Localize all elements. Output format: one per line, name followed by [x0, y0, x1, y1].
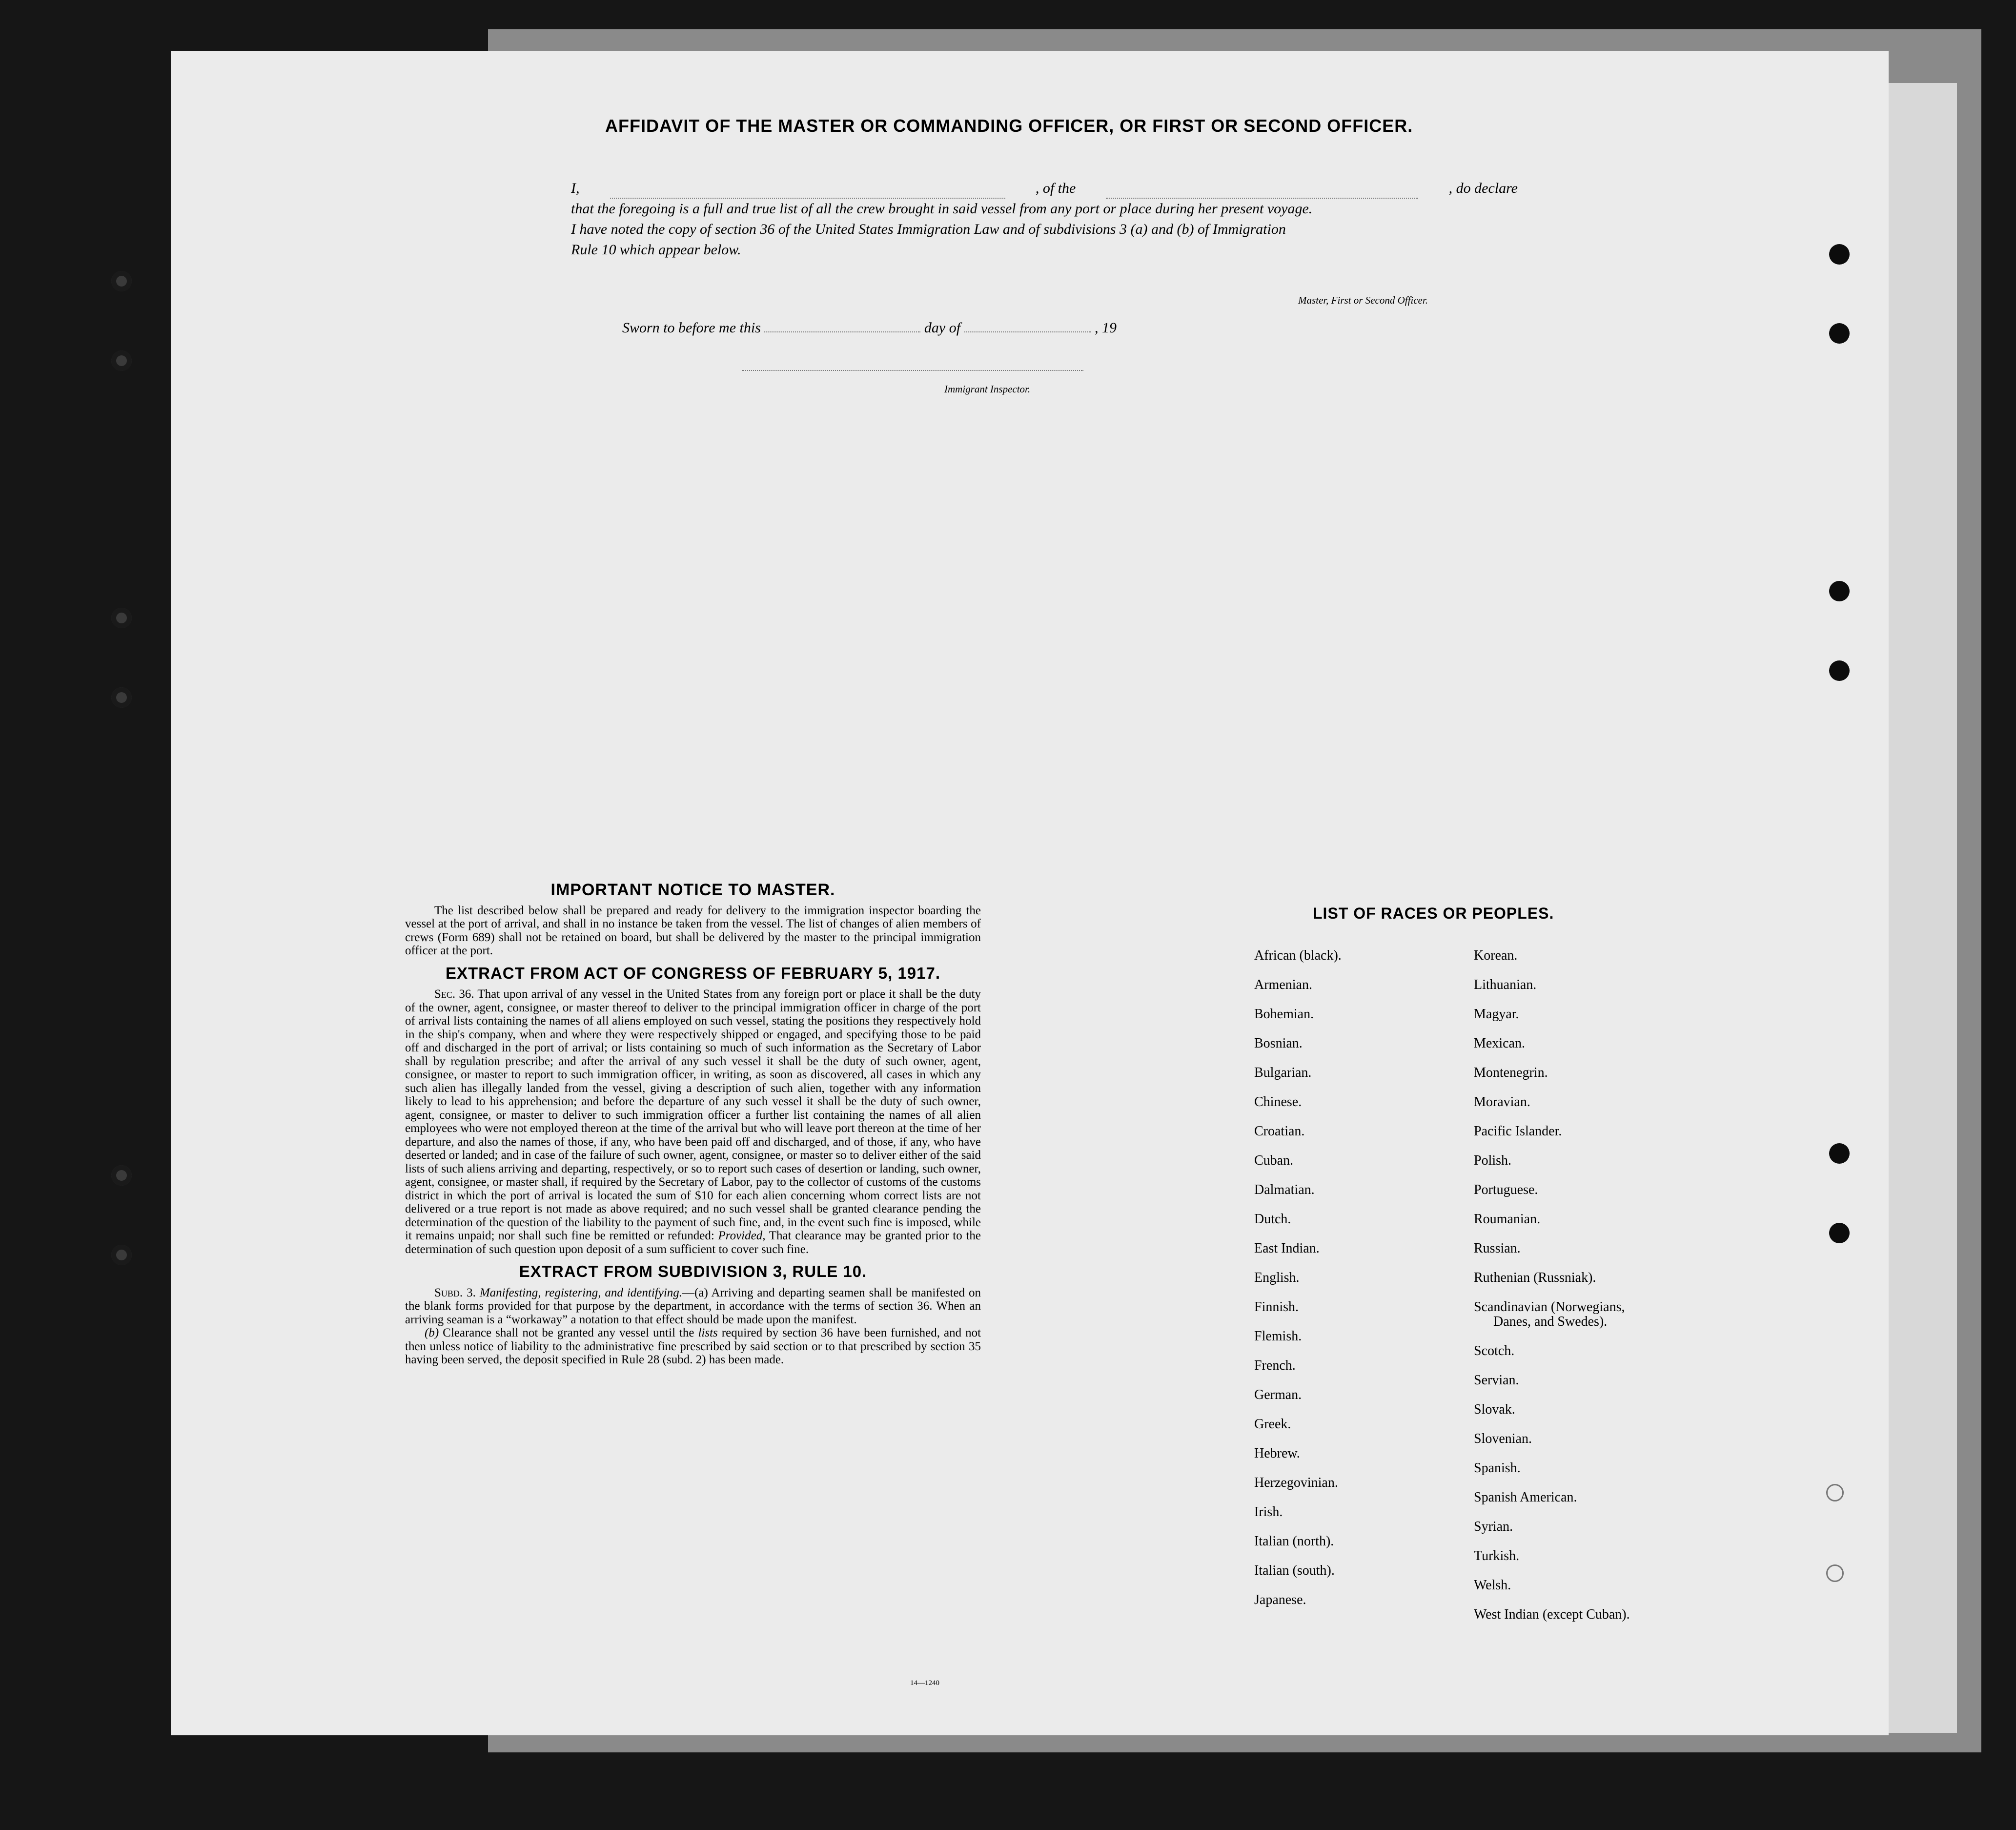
sworn-day-of: day of [924, 320, 961, 336]
subd-b-lists: lists [698, 1326, 718, 1339]
section-36-text [405, 987, 981, 1256]
race-entry: Slovenian. [1474, 1431, 1532, 1446]
act-extract-title: EXTRACT FROM ACT OF CONGRESS OF FEBRUARY 5, 1917. [445, 964, 941, 982]
subd-a-label: —(a) [682, 1286, 708, 1299]
race-entry: Russian. [1474, 1241, 1521, 1256]
inspector-label: Immigrant Inspector. [944, 383, 1031, 395]
race-entry: Roumanian. [1474, 1212, 1541, 1227]
name-blank [610, 178, 1005, 199]
race-entry: Scotch. [1474, 1343, 1515, 1358]
declaration-of-the: , of the [1035, 180, 1076, 196]
sworn-date-blank [764, 331, 920, 332]
race-entry: Croatian. [1254, 1124, 1305, 1139]
subd-label: Subd. 3. [434, 1286, 476, 1299]
race-entry: Cuban. [1254, 1153, 1294, 1168]
race-entry: Japanese. [1254, 1592, 1306, 1607]
race-entry: Montenegrin. [1474, 1065, 1548, 1080]
race-entry: Dutch. [1254, 1212, 1291, 1227]
provided-word: Provided, [718, 1229, 766, 1242]
race-entry: Moravian. [1474, 1094, 1530, 1110]
race-entry: Bulgarian. [1254, 1065, 1312, 1080]
sworn-year: , 19 [1095, 320, 1117, 336]
race-entry: Hebrew. [1254, 1446, 1300, 1461]
race-entry: Scandinavian (Norwegians, [1474, 1299, 1625, 1315]
race-entry: Turkish. [1474, 1548, 1520, 1563]
section-body-end: That clearance may be granted prior to the determination of such question upon deposit of a sum sufficient to cover such fine. [405, 1229, 981, 1256]
race-entry: Welsh. [1474, 1578, 1511, 1593]
affidavit-title: AFFIDAVIT OF THE MASTER OR COMMANDING OFFICER, OR FIRST OR SECOND OFFICER. [605, 116, 1413, 136]
binder-hole [111, 271, 132, 291]
binder-hole [1829, 1143, 1850, 1164]
section-label: Sec. 36. [434, 987, 474, 1001]
page-edge-strip [1889, 83, 1957, 1733]
subd-b-body-1: Clearance shall not be granted any vessel until the [443, 1326, 694, 1339]
sworn-prefix: Sworn to before me this [622, 320, 761, 336]
vessel-blank [1106, 178, 1418, 199]
binder-hole [1829, 581, 1850, 601]
binder-hole [1826, 1484, 1844, 1501]
subdivision-b-text [405, 1326, 981, 1367]
declaration-line-2: that the foregoing is a full and true list of all the crew brought in said vessel from any port or place during her present voyage. [571, 201, 1313, 217]
subd-heading: Manifesting, registering, and identifying. [479, 1286, 683, 1299]
race-entry: Lithuanian. [1474, 977, 1537, 992]
race-entry: English. [1254, 1270, 1300, 1285]
binder-hole [111, 687, 132, 708]
race-entry: German. [1254, 1387, 1302, 1402]
race-entry: Italian (south). [1254, 1563, 1335, 1578]
affidavit-declaration [571, 178, 1518, 260]
section-body: That upon arrival of any vessel in the United States from any foreign port or place it shall be the duty of the owner, agent, consignee, or master thereof to deliver to the principal immigration officer in charge of the port of arrival lists containing the names of all aliens employed on such vessel, stating the positions they respectively hold in the ship's company, when and where they were respectively shipped or engaged, and specifying those to be paid off and discharged in the port of arrival; or lists containing so much of such information as the Secretary of Labor shall by regulation prescribe; and after the arrival of any such vessel it shall be the duty of such owner, agent, consignee, or master to report to such immigration officer, in writing, as soon as discovered, all cases in which any such alien has illegally landed from the vessel, giving a description of such alien, together with any information likely to lead to his apprehension; and before the departure of any such vessel it shall be the duty of such owner, agent, consignee, or master to deliver to such immigration officer a further list containing the names of all alien employees who were not employed thereon at the time of the arrival but who will leave port thereon at the time of her departure, and also the names of those, if any, who have been paid off and discharged, and of those, if any, who have deserted or landed; and in case of the failure of such owner, agent, consignee, or master so to deliver either of the said lists of such aliens arriving and departing, respectively, or so to report such cases of desertion or landing, such owner, agent, consignee, or master shall, if required by the Secretary of Labor, pay to the collector of customs of the customs district in which the port of arrival is located the sum of $10 for each alien concerning whom correct lists are not delivered or a true report is not made as above required; and no such vessel shall be granted clearance pending the determination of the question of the liability to the payment of such fine, and, in the event such fine is imposed, while it remains unpaid; nor shall such fine be remitted or refunded: [405, 987, 981, 1242]
race-entry: Slovak. [1474, 1402, 1515, 1417]
notice-column [405, 881, 981, 1367]
races-list-title: LIST OF RACES OR PEOPLES. [1313, 905, 1554, 922]
race-entry: East Indian. [1254, 1241, 1320, 1256]
declaration-line-3: I have noted the copy of section 36 of the United States Immigration Law and of subdivisions 3 (a) and (b) of Immigration [571, 221, 1286, 237]
binder-hole [1826, 1564, 1844, 1582]
race-entry: Spanish. [1474, 1460, 1521, 1476]
race-entry: Pacific Islander. [1474, 1124, 1562, 1139]
declaration-line-4: Rule 10 which appear below. [571, 242, 741, 258]
race-entry: Armenian. [1254, 977, 1312, 992]
race-entry: Magyar. [1474, 1007, 1519, 1022]
sworn-month-blank [964, 331, 1091, 332]
race-entry: Polish. [1474, 1153, 1512, 1168]
race-entry: Spanish American. [1474, 1490, 1577, 1505]
race-entry: Bosnian. [1254, 1036, 1303, 1051]
declaration-i: I, [571, 180, 580, 196]
binder-hole [111, 350, 132, 371]
binder-hole [1829, 244, 1850, 265]
race-entry: Ruthenian (Russniak). [1474, 1270, 1596, 1285]
inspector-signature-line [742, 370, 1083, 371]
race-entry: Mexican. [1474, 1036, 1525, 1051]
race-entry: Dalmatian. [1254, 1182, 1315, 1197]
form-number: 14—1240 [910, 1679, 939, 1687]
race-entry: Irish. [1254, 1504, 1283, 1520]
binder-hole [1829, 660, 1850, 681]
race-entry: Chinese. [1254, 1094, 1302, 1110]
sworn-line [622, 320, 1117, 336]
race-entry: French. [1254, 1358, 1296, 1373]
race-entry: Italian (north). [1254, 1534, 1334, 1549]
rule-extract-title: EXTRACT FROM SUBDIVISION 3, RULE 10. [519, 1262, 867, 1280]
race-entry: Servian. [1474, 1373, 1519, 1388]
race-entry: Greek. [1254, 1417, 1291, 1432]
race-entry: Flemish. [1254, 1329, 1302, 1344]
race-entry: Herzegovinian. [1254, 1475, 1338, 1490]
subd-a-body: Arriving and departing seamen shall be manifested on the blank forms provided for that purpose by the department, in accordance with the terms of section 36. When an arriving seaman is a “workaway” a notation to that effect should be made upon the manifest. [405, 1286, 981, 1326]
binder-hole [111, 608, 132, 628]
race-entry: West Indian (except Cuban). [1474, 1607, 1630, 1622]
race-entry: Danes, and Swedes). [1493, 1314, 1608, 1329]
subd-b-body-2: required by section 36 have been furnished, and not then unless notice of liability to the administrative fine prescribed by said section or to that prescribed by section 35 having been served, the deposit specified in Rule 28 (subd. 2) has been made. [405, 1326, 981, 1366]
race-entry: Portuguese. [1474, 1182, 1538, 1197]
race-entry: Korean. [1474, 948, 1518, 963]
signature-label: Master, First or Second Officer. [1298, 294, 1428, 306]
binder-hole [1829, 323, 1850, 344]
binder-hole [111, 1245, 132, 1265]
race-entry: African (black). [1254, 948, 1342, 963]
race-entry: Syrian. [1474, 1519, 1513, 1534]
notice-title: IMPORTANT NOTICE TO MASTER. [550, 881, 835, 899]
subdivision-a-text [405, 1286, 981, 1327]
notice-body: The list described below shall be prepared and ready for delivery to the immigration inspector boarding the vessel at the port of arrival, and shall in no instance be taken from the vessel. The list of changes of alien members of crews (Form 689) shall not be retained on board, but shall be delivered by the master to the principal immigration officer at the port. [405, 904, 981, 957]
binder-hole [1829, 1223, 1850, 1243]
declaration-line [571, 178, 1518, 199]
race-entry: Finnish. [1254, 1299, 1299, 1315]
declaration-declare: , do declare [1448, 180, 1518, 196]
race-entry: Bohemian. [1254, 1007, 1314, 1022]
subd-b-label: (b) [425, 1326, 439, 1339]
binder-hole [111, 1165, 132, 1186]
